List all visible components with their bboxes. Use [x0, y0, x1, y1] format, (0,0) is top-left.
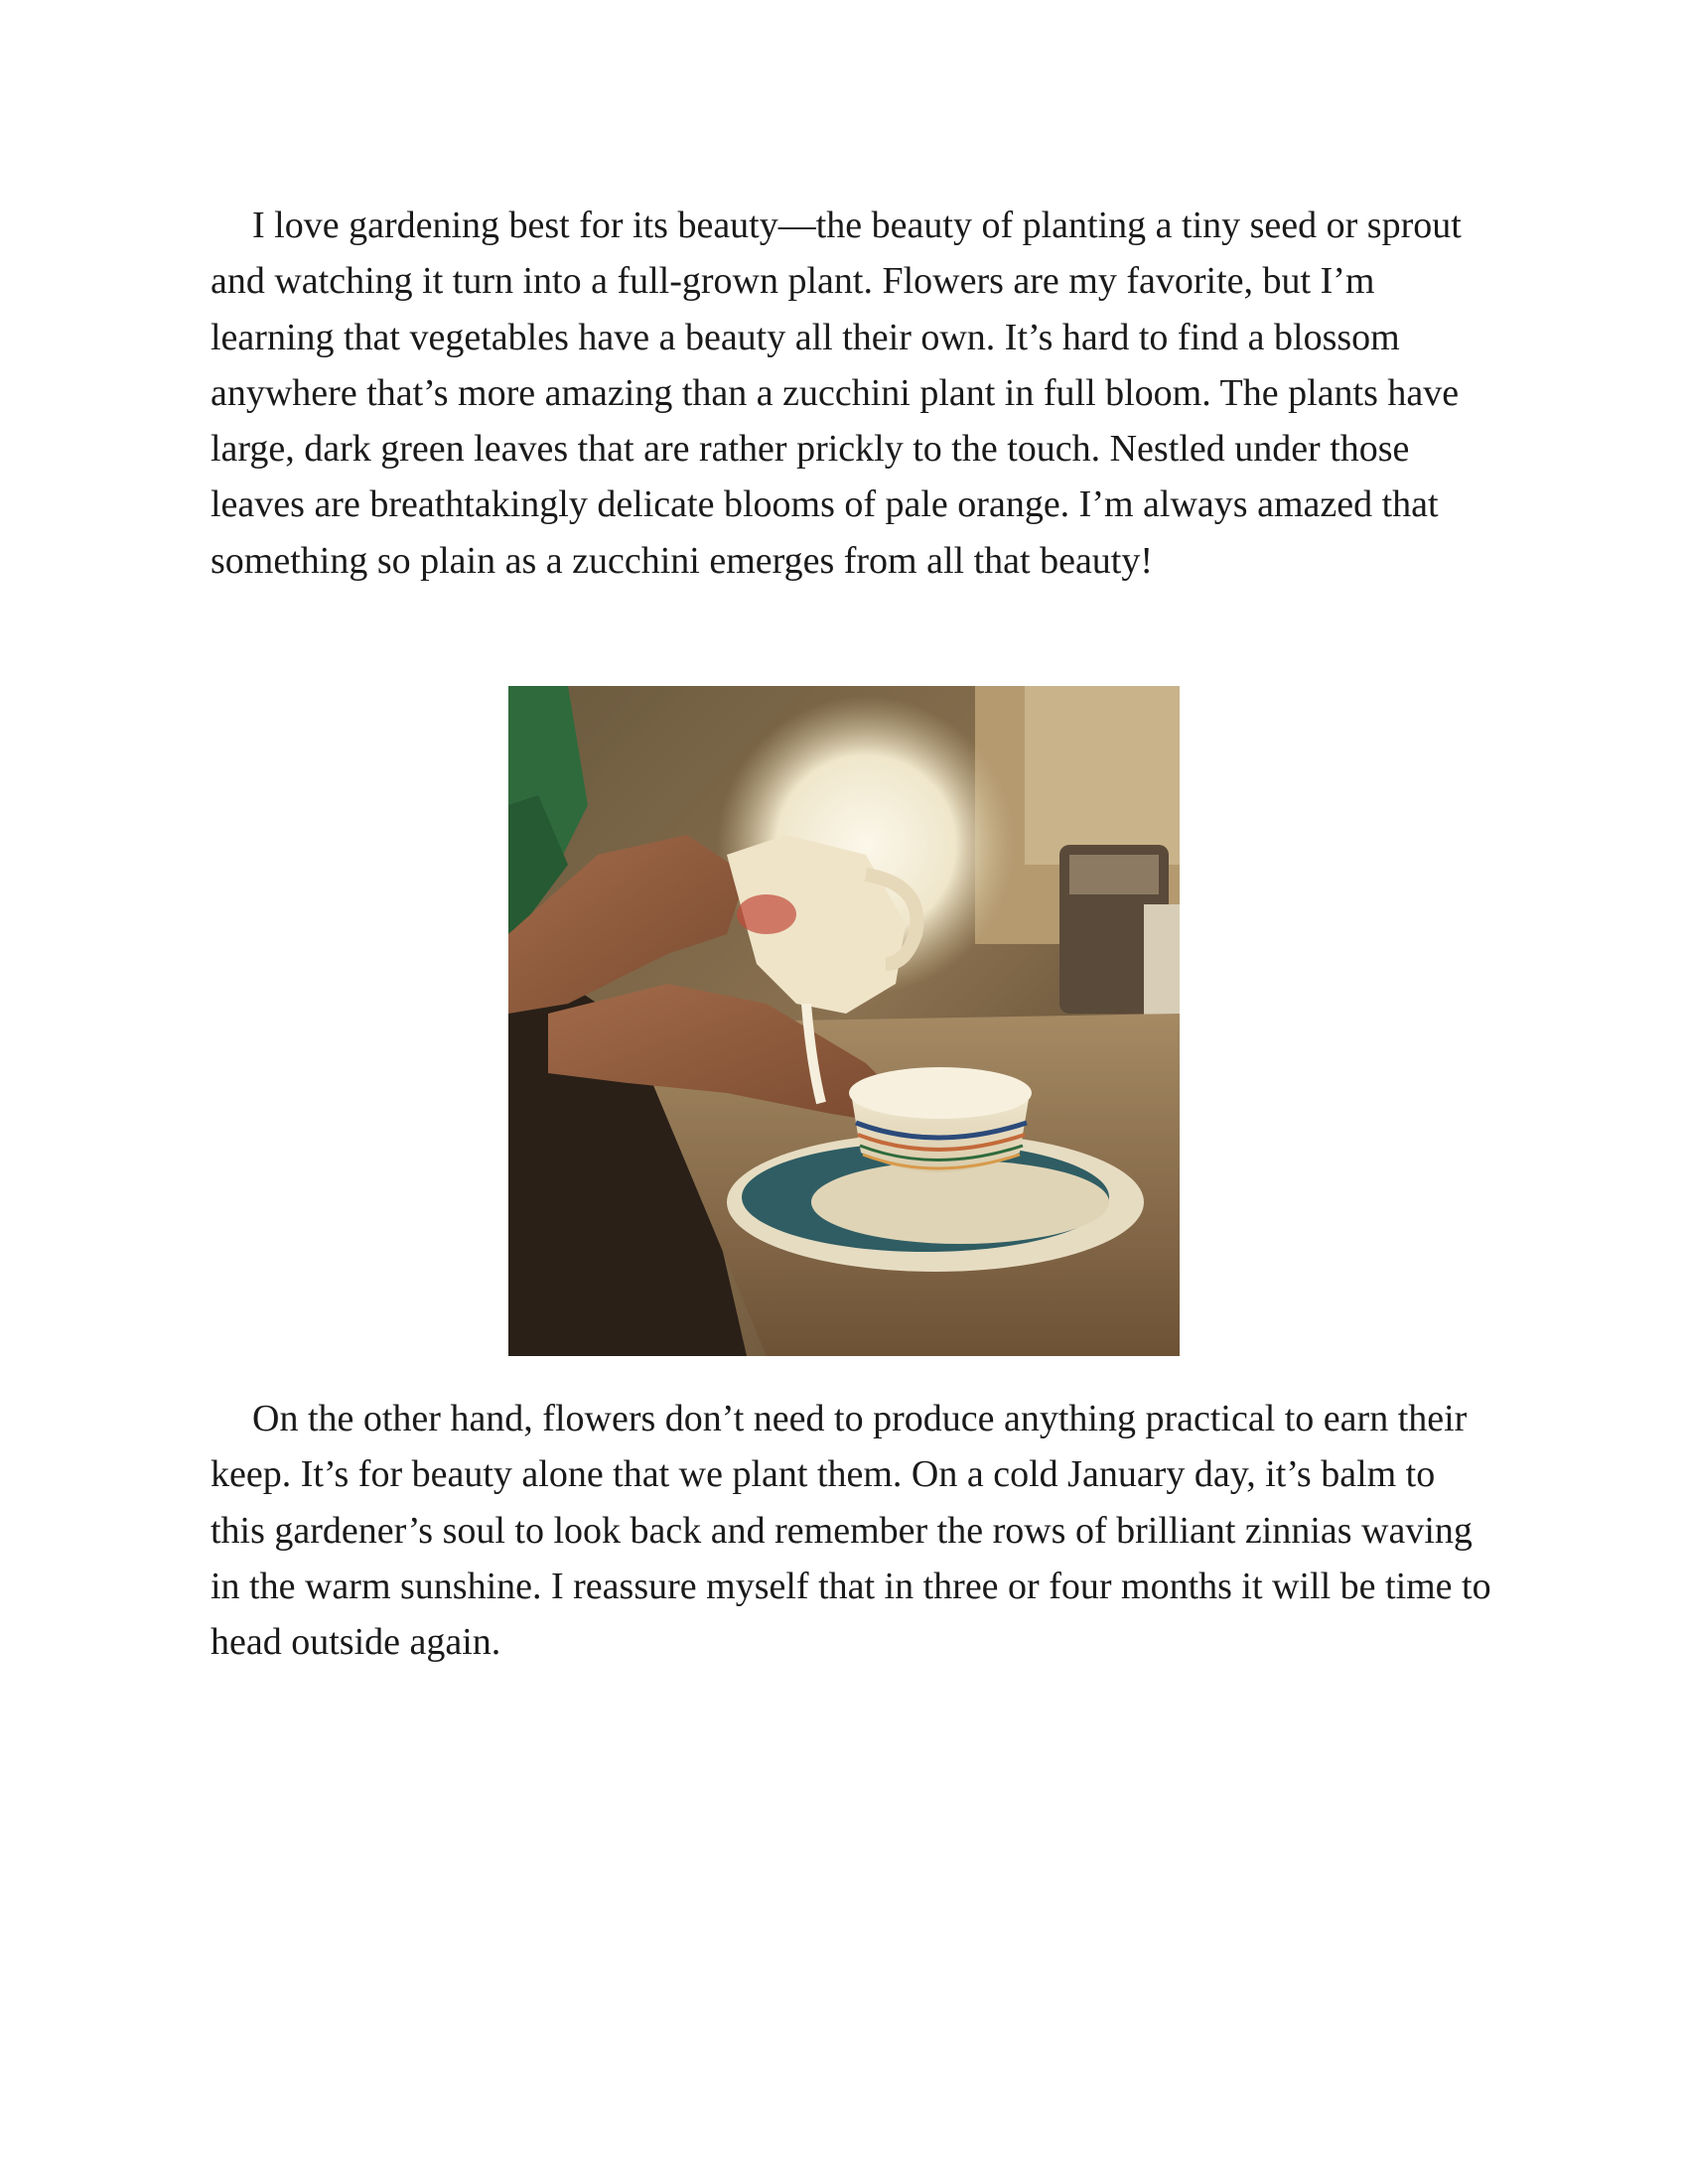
photo-illustration — [508, 686, 1180, 1356]
paragraph-flowers-beauty: On the other hand, flowers don’t need to produce anything practical to earn their keep. It’s for beauty alone that we plant them. On a cold January day, it’s balm to this gardener’s soul to look back and remember the rows of brilliant zinnias waving in the warm sunshine. I reassure myself that in three or four months it will be time to head outside again. — [211, 1398, 1491, 1664]
paragraph-gardening-beauty: I love gardening best for its beauty—the beauty of planting a tiny seed or sprout and watching it turn into a full-grown plant. Flowers are my favorite, but I’m learning that vegetables have a beauty all their own. It’s hard to find a blossom anywhere that’s more amazing than a zucchini plant in full bloom. The plants have large, dark green leaves that are rather prickly to the touch. Nestled under those leaves are breathtakingly delicate blooms of pale orange. I’m always amazed that something so plain as a zucchini emerges from all that beauty! — [211, 205, 1462, 582]
photo-pouring-milk-into-bowl — [508, 686, 1180, 1356]
